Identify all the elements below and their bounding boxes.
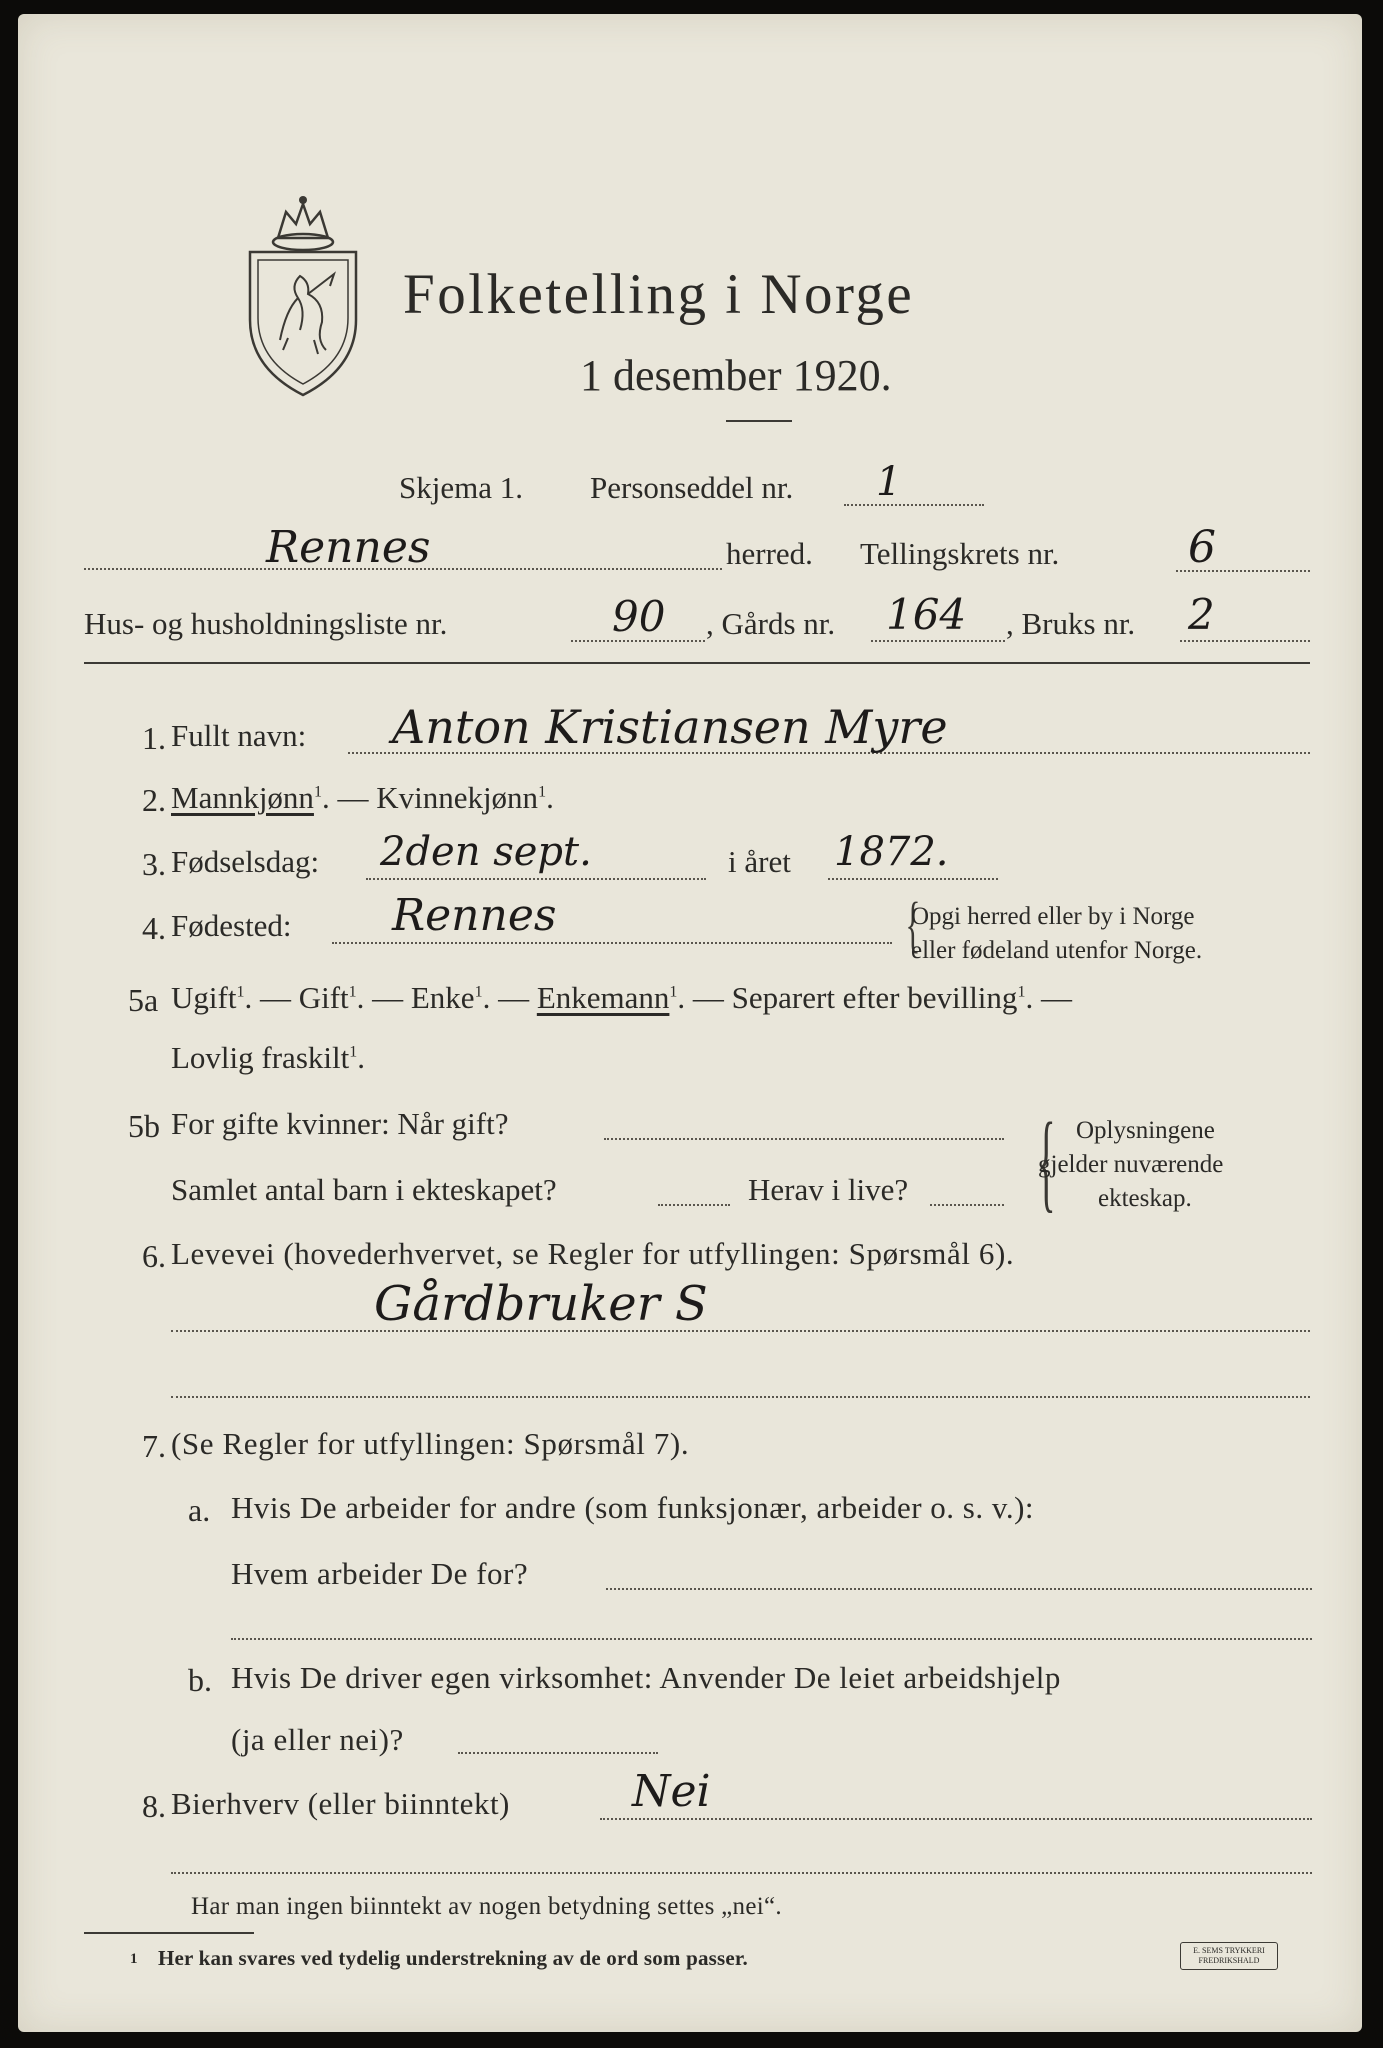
gards-field-line	[871, 640, 1005, 642]
tellingskrets-label: Tellingskrets nr.	[860, 536, 1060, 571]
q5a-gift-option: Gift	[298, 980, 349, 1015]
q5a-separert-option: Separert efter bevilling	[731, 980, 1018, 1015]
q8-label: Bierhverv (eller biinntekt)	[171, 1786, 510, 1821]
q2-number: 2.	[142, 782, 166, 818]
q7-label: (Se Regler for utfyllingen: Spørsmål 7).	[171, 1426, 690, 1461]
herred-value: Rennes	[266, 522, 431, 573]
q5a-fraskilt-option: Lovlig fraskilt	[171, 1040, 350, 1075]
q5a-enkemann-option: Enkemann	[536, 980, 670, 1015]
title-divider	[726, 420, 792, 422]
husholdning-label: Hus- og husholdningsliste nr.	[84, 606, 448, 641]
q7a-text: Hvis De arbeider for andre (som funksjonær, arbeider o. s. v.):	[231, 1490, 1035, 1525]
q4-label: Fødested:	[171, 908, 292, 943]
q4-number: 4.	[142, 910, 166, 946]
q3-number: 3.	[142, 846, 166, 882]
q6-number: 6.	[142, 1238, 166, 1274]
schema-label: Skjema 1.	[399, 470, 523, 505]
census-date: 1 desember 1920.	[580, 351, 892, 400]
form-title: Folketelling i Norge	[403, 263, 915, 326]
printer-line1: E. SEMS TRYKKERI	[1193, 1946, 1265, 1955]
gards-value: 164	[886, 590, 967, 639]
q4-note-brace: {	[905, 891, 921, 959]
q1-label: Fullt navn:	[171, 718, 307, 753]
q4-note-line2: eller fødeland utenfor Norge.	[911, 937, 1203, 964]
q6-field-line-2	[171, 1396, 1310, 1398]
gards-label: , Gårds nr.	[706, 606, 836, 641]
q5b-note2: gjelder nuværende	[1038, 1151, 1224, 1178]
printer-mark	[1180, 1942, 1278, 1970]
q8-number: 8.	[142, 1788, 166, 1824]
q2-female-option: Kvinnekjønn	[376, 780, 539, 815]
q1-number: 1.	[142, 720, 166, 756]
q7b-text2: (ja eller nei)?	[231, 1722, 404, 1757]
herred-label: herred.	[726, 536, 813, 571]
q8-field-line	[600, 1818, 1312, 1820]
q5b-label3: Herav i live?	[748, 1172, 909, 1207]
q6-answer: Gårdbruker S	[374, 1276, 708, 1332]
footnote-marker: 1	[130, 1951, 138, 1967]
q2-gender: Mannkjønn$^1$. — Kvinnekjønn$^1$.	[171, 780, 554, 815]
q8-answer: Nei	[632, 1766, 711, 1817]
census-form-page	[18, 14, 1362, 2032]
header-divider	[84, 662, 1310, 664]
q5a-enke-option: Enke	[410, 980, 475, 1015]
tellingskrets-value: 6	[1188, 522, 1216, 573]
q4-note-line1: Opgi herred eller by i Norge	[911, 903, 1195, 930]
husholdning-value: 90	[612, 592, 666, 641]
q3-answer: 2den sept.	[380, 829, 592, 875]
q3-label: Fødselsdag:	[171, 844, 320, 879]
bruks-value: 2	[1188, 590, 1215, 639]
q5b-note-brace: {	[1037, 1100, 1056, 1222]
printer-line2: FREDRIKSHALD	[1198, 1956, 1260, 1965]
q5b-note1: Oplysningene	[1076, 1117, 1215, 1144]
personseddel-value: 1	[876, 459, 902, 505]
q7-number: 7.	[142, 1428, 166, 1464]
q3-year-field-line	[828, 878, 998, 880]
q5b-alive-field-line	[930, 1204, 1004, 1206]
q5b-when-field-line	[604, 1138, 1004, 1140]
footnote-divider	[84, 1932, 254, 1934]
personseddel-label: Personseddel nr.	[590, 470, 794, 505]
q5b-children-field-line	[658, 1204, 730, 1206]
q1-answer: Anton Kristiansen Myre	[392, 700, 948, 754]
q8-field-line-2	[171, 1872, 1312, 1874]
norwegian-coat-of-arms-icon	[238, 190, 368, 400]
q3-year-label: i året	[728, 844, 791, 879]
q7b-text: Hvis De driver egen virksomhet: Anvender De leiet arbeidshjelp	[231, 1660, 1061, 1695]
q7a-letter: a.	[188, 1492, 211, 1528]
personseddel-field-line	[844, 504, 984, 506]
q7a-text2: Hvem arbeider De for?	[231, 1556, 529, 1591]
q4-field-line	[332, 942, 892, 944]
q6-label: Levevei (hovederhvervet, se Regler for utfyllingen: Spørsmål 6).	[171, 1236, 1015, 1271]
bruks-field-line	[1180, 640, 1310, 642]
q5b-number: 5b	[128, 1108, 160, 1144]
q5a-fraskilt: Lovlig fraskilt$^1$.	[171, 1040, 365, 1075]
q2-male-option: Mannkjønn	[171, 780, 314, 815]
q5b-label1: For gifte kvinner: Når gift?	[171, 1106, 509, 1141]
q7b-field-line	[458, 1752, 658, 1754]
q6-field-line-1	[171, 1330, 1310, 1332]
q5a-ugift-option: Ugift	[171, 980, 237, 1015]
q5b-label2: Samlet antal barn i ekteskapet?	[171, 1172, 557, 1207]
biinntekt-note: Har man ingen biinntekt av nogen betydning settes „nei“.	[191, 1893, 782, 1920]
q5a-options: Ugift$^1$. — Gift$^1$. — Enke$^1$. — Enkemann$^1$. — Separert efter bevilling$^1$. —	[171, 980, 1072, 1015]
q4-answer: Rennes	[392, 890, 557, 941]
bruks-label: , Bruks nr.	[1006, 606, 1136, 641]
q3-date-field-line	[366, 878, 706, 880]
q3-year-answer: 1872.	[834, 829, 949, 875]
footnote-text: Her kan svares ved tydelig understrekning av de ord som passer.	[158, 1946, 748, 1970]
q5a-number: 5a	[128, 982, 159, 1018]
q7a-field-line-2	[231, 1638, 1312, 1640]
q7b-letter: b.	[188, 1662, 212, 1698]
q5b-note3: ekteskap.	[1098, 1185, 1192, 1212]
q7a-field-line-1	[606, 1588, 1312, 1590]
